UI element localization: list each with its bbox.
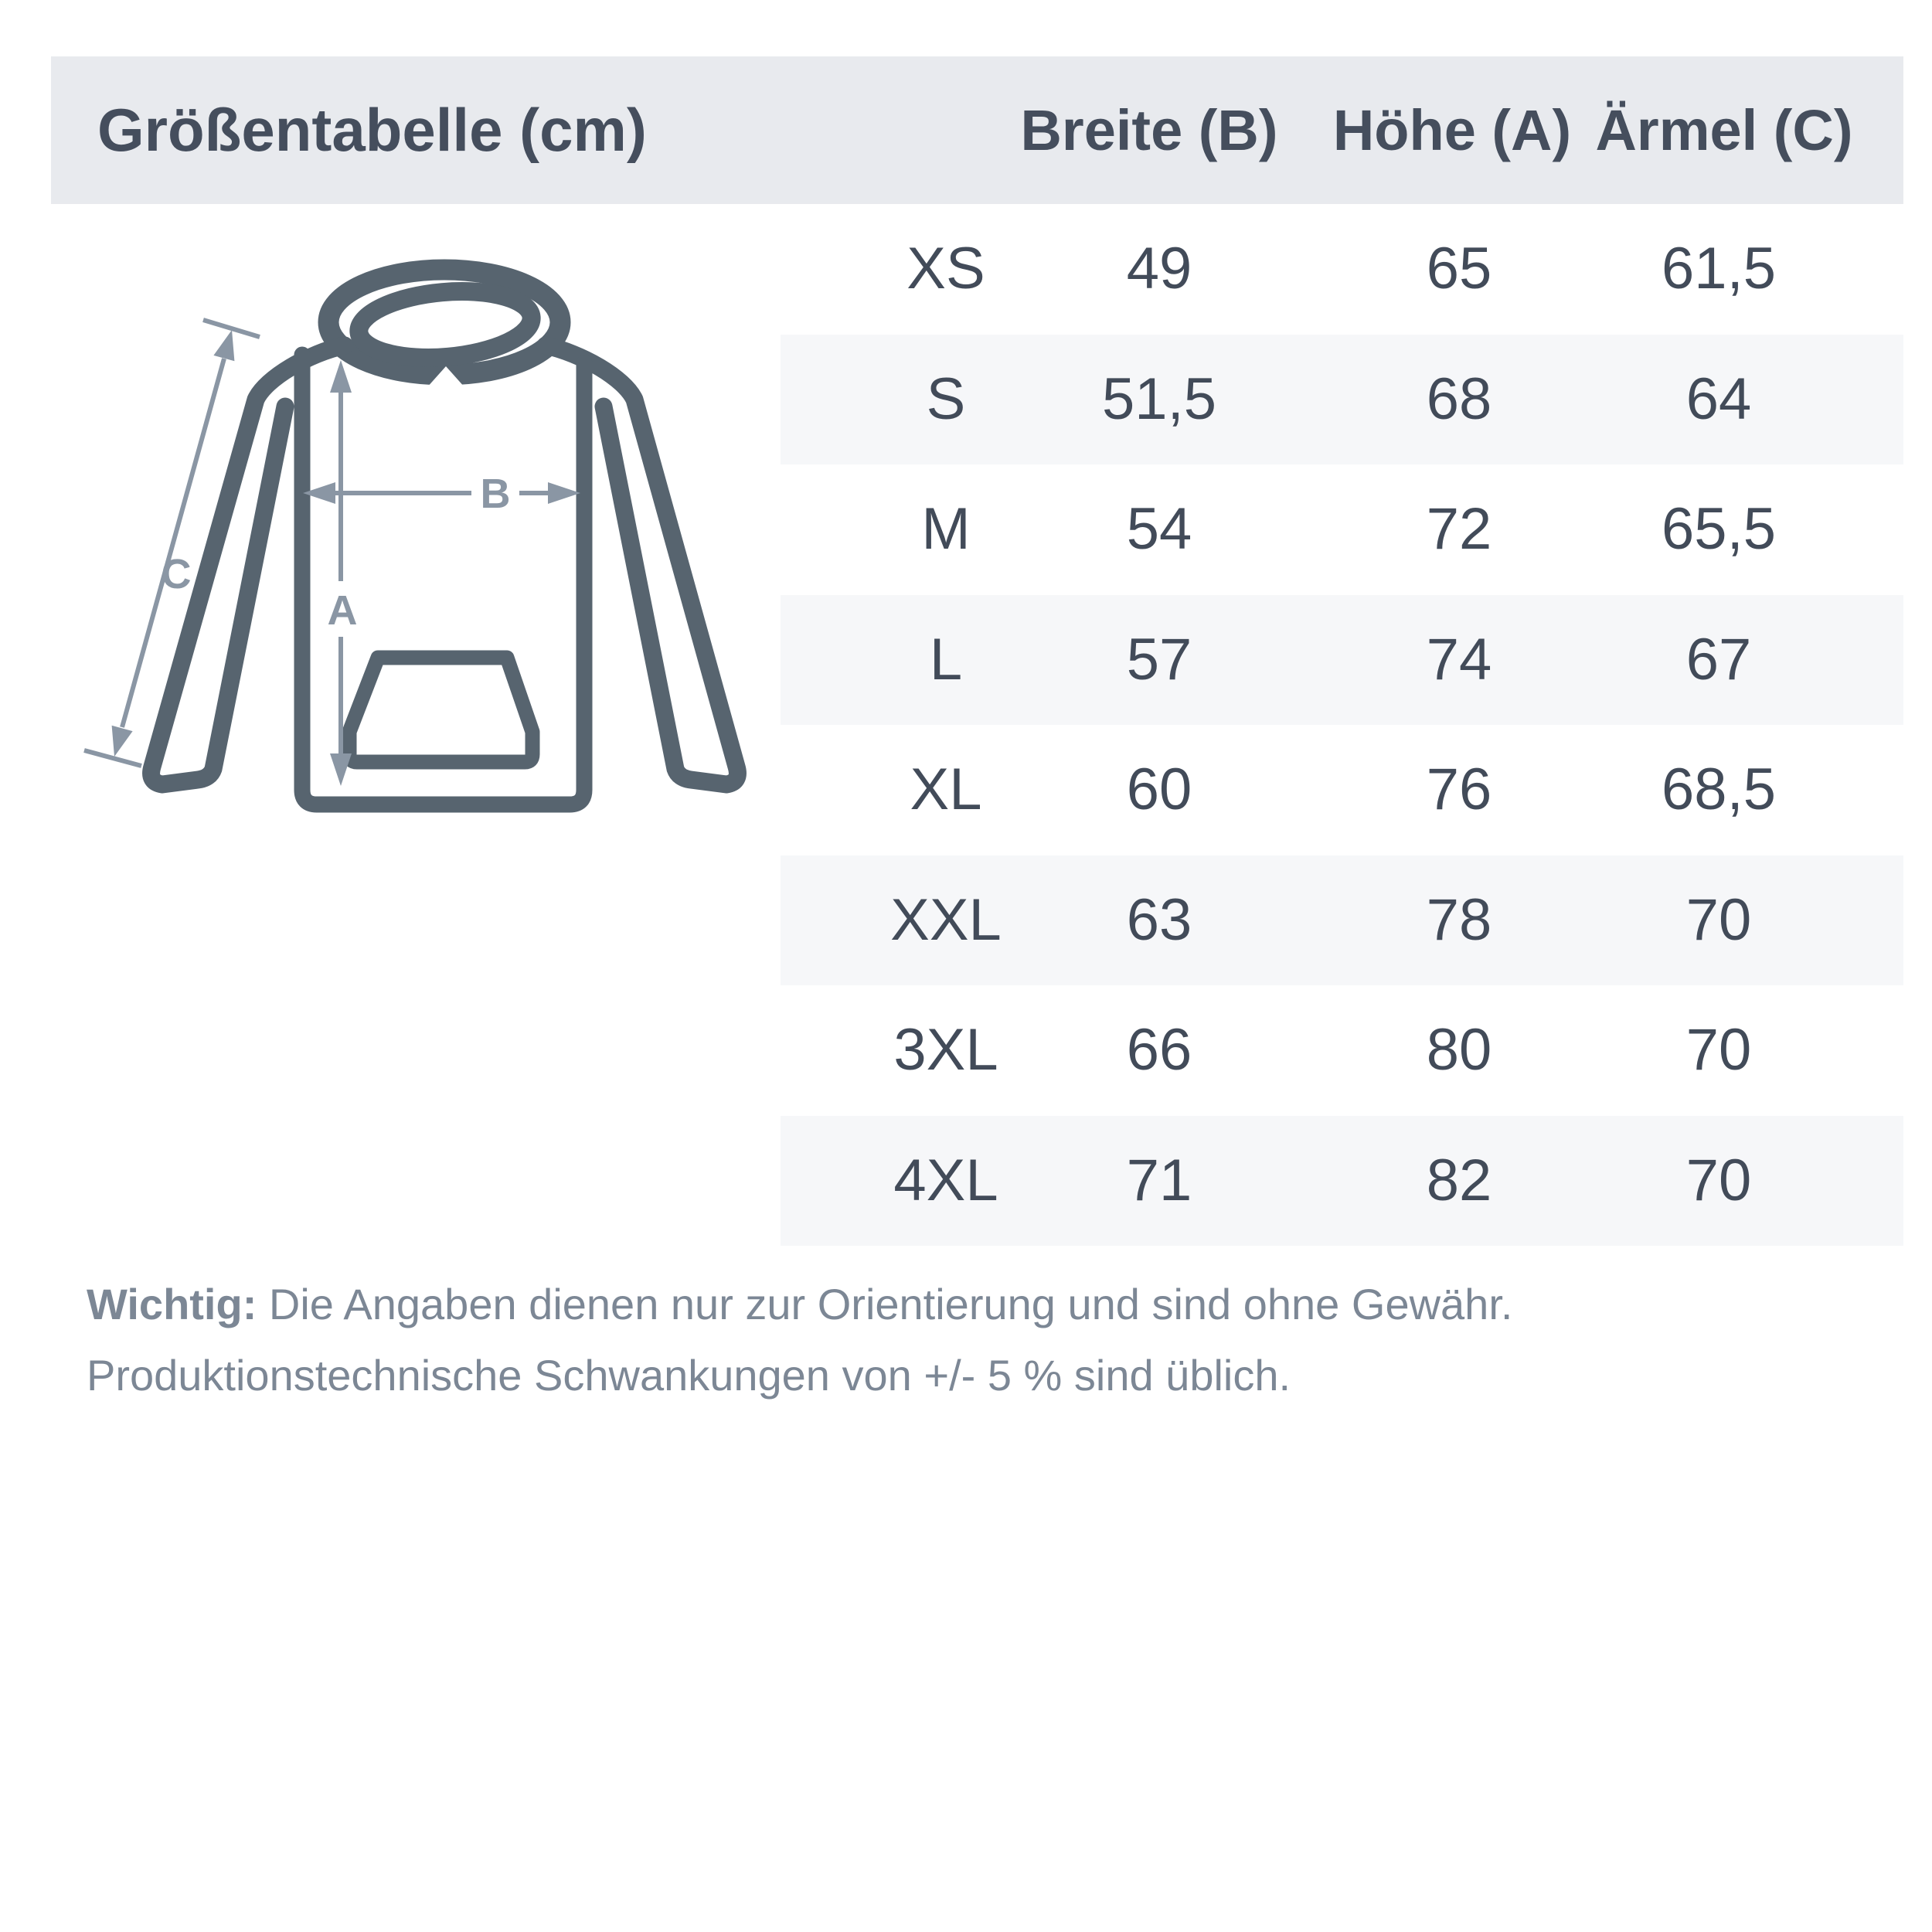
aermel-value: 70 <box>1685 886 1752 953</box>
aermel-value: 70 <box>1685 1147 1752 1213</box>
size-label: L <box>929 626 963 692</box>
size-label: S <box>926 366 966 432</box>
hoehe-value: 74 <box>1426 626 1492 692</box>
aermel-value: 67 <box>1685 626 1752 692</box>
hoodie-measurement-diagram <box>62 255 804 842</box>
breite-value: 71 <box>1126 1147 1192 1213</box>
size-label: M <box>921 496 971 562</box>
label-A: A <box>327 587 358 634</box>
table-row-m <box>781 464 1903 595</box>
disclaimer-line-1 <box>87 1269 1887 1340</box>
right-sleeve-outline <box>546 345 737 784</box>
label-C: C <box>161 551 192 597</box>
hoehe-value: 78 <box>1426 886 1492 953</box>
size-label: XS <box>906 236 985 301</box>
size-label: 4XL <box>893 1147 998 1213</box>
breite-value: 54 <box>1126 496 1192 562</box>
size-label: 3XL <box>893 1017 998 1083</box>
breite-value: 51,5 <box>1102 366 1216 432</box>
breite-value: 60 <box>1126 757 1192 822</box>
column-header-breite: Breite (B) <box>1020 98 1278 162</box>
column-header-aermel: Ärmel (C) <box>1595 98 1853 162</box>
size-table <box>781 204 1903 1246</box>
aermel-value: 65,5 <box>1662 496 1776 562</box>
disclaimer-bold-label: Wichtig: <box>87 1280 257 1328</box>
aermel-value: 61,5 <box>1662 236 1776 301</box>
table-row-xxl <box>781 855 1903 986</box>
pocket-outline <box>349 658 532 762</box>
breite-value: 63 <box>1126 886 1192 953</box>
table-row-3xl <box>781 985 1903 1116</box>
hood-icon <box>328 270 560 375</box>
hoehe-value: 76 <box>1426 757 1492 822</box>
hoodie-outline-icon <box>151 270 738 804</box>
table-row-s <box>781 335 1903 465</box>
disclaimer-line-2: Produktionstechnische Schwankungen von +/- 5 % sind üblich. <box>87 1351 1291 1400</box>
hoehe-value: 72 <box>1426 496 1492 562</box>
size-chart-header <box>51 56 1903 204</box>
aermel-value: 68,5 <box>1662 757 1776 822</box>
width-arrow-B <box>303 482 580 504</box>
table-row-xl <box>781 725 1903 855</box>
table-row-xs <box>781 204 1903 335</box>
table-row-4xl <box>781 1116 1903 1247</box>
column-header-hoehe: Höhe (A) <box>1332 98 1572 162</box>
size-label: XXL <box>890 886 1002 953</box>
breite-value: 66 <box>1126 1017 1192 1083</box>
aermel-value: 70 <box>1685 1017 1752 1083</box>
disclaimer-note <box>87 1269 1887 1411</box>
breite-value: 49 <box>1126 236 1192 301</box>
size-label: XL <box>910 757 982 822</box>
disclaimer-line-1-text: Die Angaben dienen nur zur Orientierung und sind ohne Gewähr. <box>257 1280 1513 1328</box>
hoehe-value: 82 <box>1426 1147 1492 1213</box>
hoehe-value: 68 <box>1426 366 1492 432</box>
hoehe-value: 65 <box>1426 236 1492 301</box>
label-B: B <box>480 471 511 517</box>
breite-value: 57 <box>1126 626 1192 692</box>
table-row-l <box>781 595 1903 726</box>
page-title: Größentabelle (cm) <box>97 96 647 164</box>
aermel-value: 64 <box>1685 366 1752 432</box>
hoehe-value: 80 <box>1426 1017 1492 1083</box>
